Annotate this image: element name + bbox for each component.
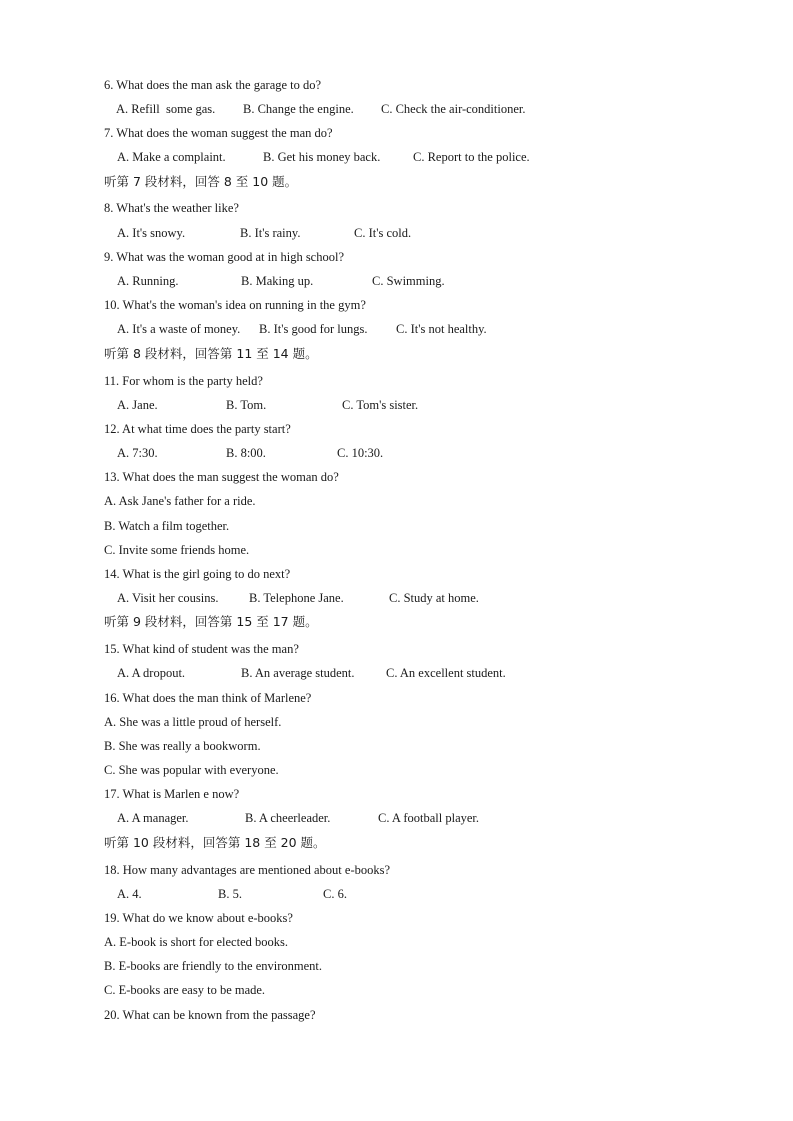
question-10-option-c: C. It's not healthy. [396,322,487,336]
question-9: 9. What was the woman good at in high school? [104,250,345,264]
question-19-option-b: B. E-books are friendly to the environment. [104,959,322,973]
section-9-instruction: 听第 9 段材料，回答第 15 至 17 题。 [104,614,318,629]
question-15-option-c: C. An excellent student. [386,666,506,680]
question-18: 18. How many advantages are mentioned about e-books? [104,863,391,877]
question-12-option-c: C. 10:30. [337,446,384,460]
question-8: 8. What's the weather like? [104,201,239,215]
question-13-option-b: B. Watch a film together. [104,519,230,533]
question-16-option-c: C. She was popular with everyone. [104,763,279,777]
question-15-option-b: B. An average student. [241,666,355,680]
question-18-option-c: C. 6. [323,887,347,901]
question-17-option-c: C. A football player. [378,811,480,825]
question-19-option-a: A. E-book is short for elected books. [104,935,288,949]
question-8-option-c: C. It's cold. [354,226,412,240]
question-19-option-c: C. E-books are easy to be made. [104,983,266,997]
question-18-option-b: B. 5. [218,887,242,901]
section-10-instruction: 听第 10 段材料，回答第 18 至 20 题。 [104,835,326,850]
question-7: 7. What does the woman suggest the man do? [104,126,333,140]
question-6-option-b: B. Change the engine. [243,102,354,116]
question-17: 17. What is Marlen e now? [104,787,240,801]
section-7-instruction: 听第 7 段材料，回答 8 至 10 题。 [104,174,298,189]
question-14-option-a: A. Visit her cousins. [117,591,219,605]
question-7-option-c: C. Report to the police. [413,150,530,164]
question-6-option-c: C. Check the air-conditioner. [381,102,526,116]
question-6-option-a: A. Refill some gas. [116,102,216,116]
question-8-option-a: A. It's snowy. [117,226,186,240]
question-9-option-c: C. Swimming. [372,274,445,288]
question-17-option-b: B. A cheerleader. [245,811,331,825]
question-14-option-c: C. Study at home. [389,591,479,605]
question-10-option-b: B. It's good for lungs. [259,322,368,336]
question-13-option-a: A. Ask Jane's father for a ride. [104,494,256,508]
question-13-option-c: C. Invite some friends home. [104,543,250,557]
question-19: 19. What do we know about e-books? [104,911,293,925]
question-12-option-b: B. 8:00. [226,446,266,460]
question-10-option-a: A. It's a waste of money. [117,322,241,336]
question-17-option-a: A. A manager. [117,811,189,825]
question-11-option-b: B. Tom. [226,398,267,412]
question-8-option-b: B. It's rainy. [240,226,301,240]
question-14: 14. What is the girl going to do next? [104,567,291,581]
question-7-option-b: B. Get his money back. [263,150,381,164]
question-14-option-b: B. Telephone Jane. [249,591,344,605]
question-10: 10. What's the woman's idea on running in the gym? [104,298,366,312]
question-12: 12. At what time does the party start? [104,422,291,436]
question-11-option-a: A. Jane. [117,398,158,412]
question-9-option-b: B. Making up. [241,274,314,288]
question-9-option-a: A. Running. [117,274,179,288]
question-15: 15. What kind of student was the man? [104,642,299,656]
question-18-option-a: A. 4. [117,887,142,901]
question-13: 13. What does the man suggest the woman do? [104,470,339,484]
question-20: 20. What can be known from the passage? [104,1008,316,1022]
question-12-option-a: A. 7:30. [117,446,158,460]
question-11: 11. For whom is the party held? [104,374,263,388]
question-16-option-b: B. She was really a bookworm. [104,739,261,753]
question-11-option-c: C. Tom's sister. [342,398,419,412]
question-16: 16. What does the man think of Marlene? [104,691,312,705]
question-6: 6. What does the man ask the garage to do? [104,78,322,92]
question-16-option-a: A. She was a little proud of herself. [104,715,282,729]
question-15-option-a: A. A dropout. [117,666,186,680]
section-8-instruction: 听第 8 段材料，回答第 11 至 14 题。 [104,346,318,361]
question-7-option-a: A. Make a complaint. [117,150,226,164]
